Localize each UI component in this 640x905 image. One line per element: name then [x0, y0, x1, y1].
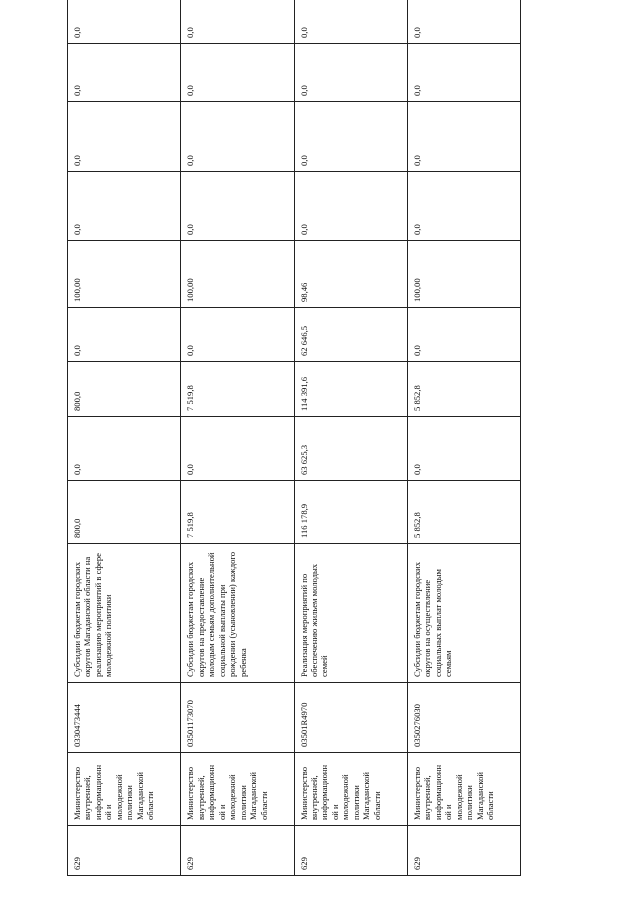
cell-value: 63 625,3 [294, 417, 407, 481]
cell-value: 0,0 [181, 44, 294, 102]
cell-value: 0,0 [68, 417, 181, 481]
cell-value: 100,00 [181, 241, 294, 308]
cell-value: 0,0 [181, 308, 294, 362]
table-row [68, 0, 181, 876]
cell-value: 100,00 [407, 241, 520, 308]
cell-description: Субсидии бюджетам городских округов на предоставление молодым семьям дополнительной социальной выплаты при рождении (усыновлении) каждого ребенка [181, 544, 294, 683]
cell-value: 0,0 [407, 417, 520, 481]
cell-value: 0,0 [68, 172, 181, 241]
cell-value: 0,0 [407, 44, 520, 102]
cell-value: 7 519,8 [181, 481, 294, 544]
cell-description: Субсидии бюджетам городских округов на осуществление социальных выплат молодым семьям [407, 544, 520, 683]
cell-kbk: 03501173070 [181, 683, 294, 753]
cell-value: 0,0 [181, 172, 294, 241]
cell-ministry: Министерство внутренней, информационн ой и молодежной политики Магаданской области [407, 753, 520, 826]
cell-value: 0,0 [68, 308, 181, 362]
cell-value: 0,0 [407, 172, 520, 241]
cell-value: 0,0 [68, 0, 181, 44]
cell-value: 100,00 [68, 241, 181, 308]
budget-table [67, 0, 521, 876]
cell-code: 629 [68, 826, 181, 876]
cell-kbk: 03502760З0 [407, 683, 520, 753]
cell-value: 0,0 [181, 0, 294, 44]
cell-code: 629 [407, 826, 520, 876]
cell-value: 0,0 [68, 102, 181, 172]
cell-description: Субсидии бюджетам городских округов Магаданской области на реализацию мероприятий в сфере молодежной политики [68, 544, 181, 683]
cell-code: 629 [294, 826, 407, 876]
cell-value: 0,0 [294, 44, 407, 102]
cell-value: 0,0 [294, 0, 407, 44]
cell-code: 629 [181, 826, 294, 876]
cell-kbk: 0330473444 [68, 683, 181, 753]
cell-value: 800,0 [68, 481, 181, 544]
cell-value: 116 178,9 [294, 481, 407, 544]
table-row [407, 0, 520, 876]
cell-value: 0,0 [68, 44, 181, 102]
cell-value: 0,0 [294, 102, 407, 172]
cell-value: 0,0 [294, 172, 407, 241]
cell-ministry: Министерство внутренней, информационн ой и молодежной политики Магаданской области [294, 753, 407, 826]
cell-value: 0,0 [181, 102, 294, 172]
cell-value: 0,0 [407, 102, 520, 172]
cell-description: Реализация мероприятий по обеспечению жильем молодых семей [294, 544, 407, 683]
rotated-table-wrapper [67, 27, 521, 876]
table-row [294, 0, 407, 876]
cell-ministry: Министерство внутренней, информационн ой и молодежной политики Магаданской области [68, 753, 181, 826]
cell-value: 0,0 [407, 0, 520, 44]
cell-ministry: Министерство внутренней, информационн ой и молодежной политики Магаданской области [181, 753, 294, 826]
cell-value: 5 852,8 [407, 362, 520, 417]
cell-value: 0,0 [181, 417, 294, 481]
cell-value: 98,46 [294, 241, 407, 308]
cell-value: 0,0 [407, 308, 520, 362]
cell-value: 114 391,6 [294, 362, 407, 417]
table-row [181, 0, 294, 876]
cell-value: 5 852,8 [407, 481, 520, 544]
cell-value: 7 519,8 [181, 362, 294, 417]
cell-value: 62 646,5 [294, 308, 407, 362]
cell-value: 800,0 [68, 362, 181, 417]
cell-kbk: 03501R4970 [294, 683, 407, 753]
